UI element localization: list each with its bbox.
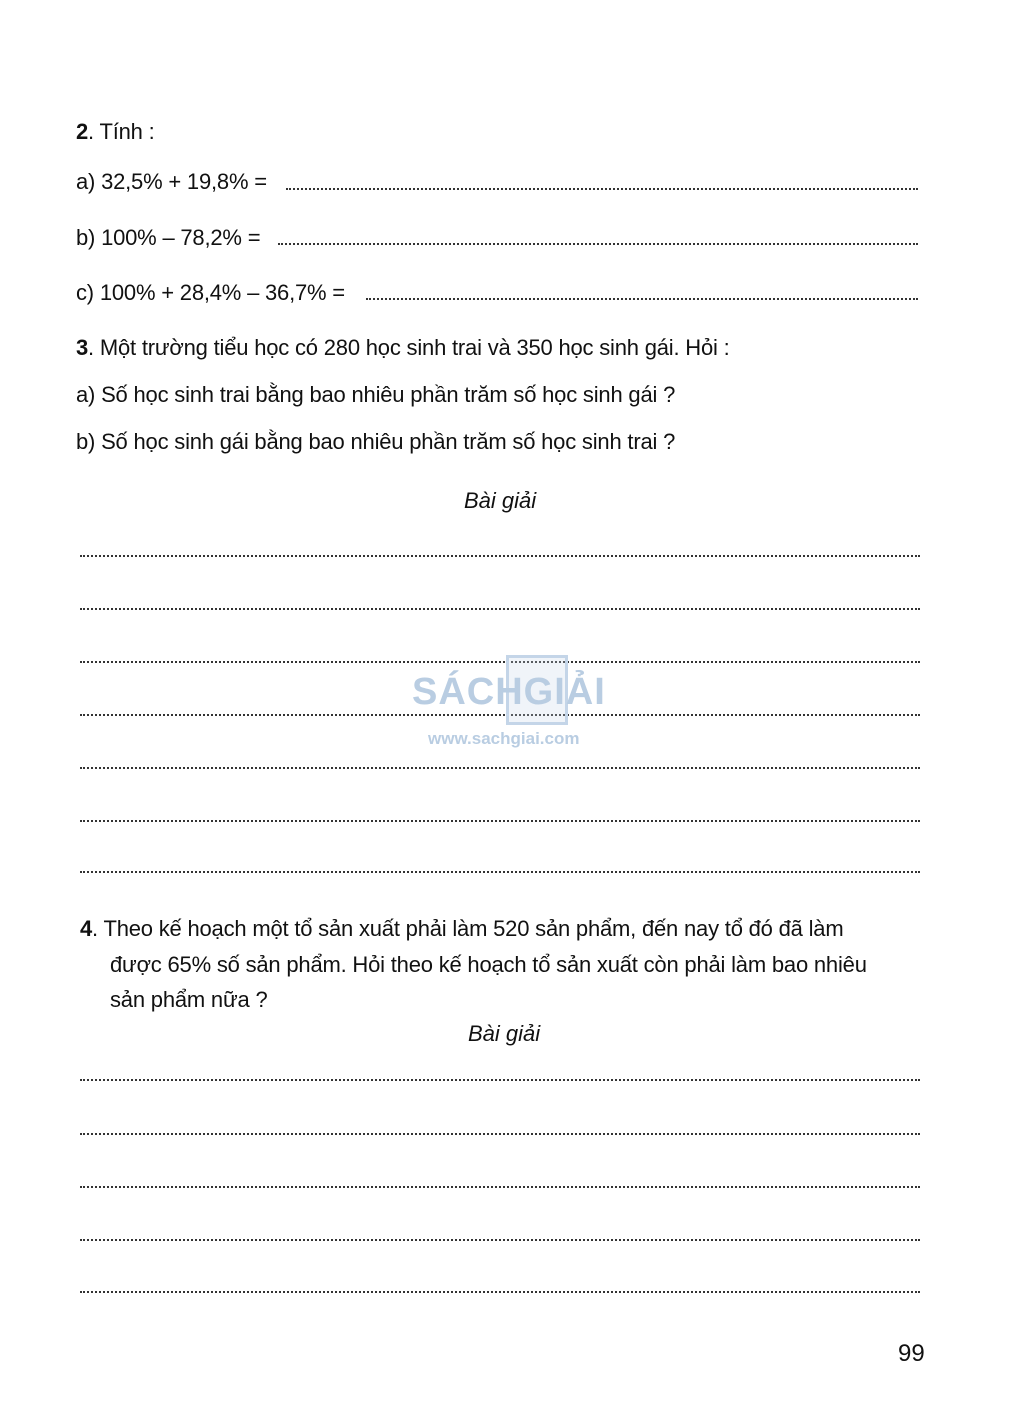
exercise-2b-expression: b) 100% – 78,2% = xyxy=(76,225,261,250)
exercise-2a-expression: a) 32,5% + 19,8% = xyxy=(76,169,267,194)
exercise-3a-question: a) Số học sinh trai bằng bao nhiêu phần trăm số học sinh gái ? xyxy=(76,382,676,407)
exercise-4-answer-line-4[interactable] xyxy=(80,1239,920,1241)
exercise-3-answer-line-5[interactable] xyxy=(80,767,920,769)
page-number: 99 xyxy=(898,1340,925,1367)
exercise-3-solution-heading: Bài giải xyxy=(464,488,537,513)
exercise-4-answer-line-5[interactable] xyxy=(80,1291,920,1293)
sachgiai-watermark xyxy=(400,655,630,755)
exercise-4-line-1 xyxy=(80,915,843,943)
exercise-4-answer-line-1[interactable] xyxy=(80,1079,920,1081)
exercise-3-intro xyxy=(76,334,730,362)
exercise-4-text-line-3: sản phẩm nữa ? xyxy=(110,987,268,1012)
exercise-3-intro-text: . Một trường tiểu học có 280 học sinh trai và 350 học sinh gái. Hỏi : xyxy=(88,335,730,360)
exercise-2-number: 2 xyxy=(76,119,89,144)
exercise-2-title xyxy=(76,118,155,146)
exercise-2c-expression: c) 100% + 28,4% – 36,7% = xyxy=(76,280,345,305)
exercise-3-answer-line-1[interactable] xyxy=(80,555,920,557)
exercise-2b-answer-line[interactable] xyxy=(278,243,918,245)
watermark-url: www.sachgiai.com xyxy=(428,729,580,748)
exercise-4-answer-line-2[interactable] xyxy=(80,1133,920,1135)
exercise-2a-answer-line[interactable] xyxy=(286,188,918,190)
exercise-2-title-text: . Tính : xyxy=(88,119,155,144)
exercise-3-answer-line-7[interactable] xyxy=(80,871,920,873)
exercise-4-text-line-2: được 65% số sản phẩm. Hỏi theo kế hoạch tổ sản xuất còn phải làm bao nhiêu xyxy=(110,952,867,977)
exercise-2c-answer-line[interactable] xyxy=(366,298,918,300)
exercise-3-number: 3 xyxy=(76,335,89,360)
exercise-3b-question: b) Số học sinh gái bằng bao nhiêu phần trăm số học sinh trai ? xyxy=(76,429,676,454)
watermark-brand: SÁCHGIẢI xyxy=(412,671,606,713)
exercise-3-answer-line-2[interactable] xyxy=(80,608,920,610)
exercise-3-answer-line-6[interactable] xyxy=(80,820,920,822)
exercise-4-solution-heading: Bài giải xyxy=(468,1021,541,1046)
exercise-4-answer-line-3[interactable] xyxy=(80,1186,920,1188)
exercise-4-number: 4 xyxy=(80,916,93,941)
exercise-4-text-line-1: . Theo kế hoạch một tổ sản xuất phải làm 520 sản phẩm, đến nay tổ đó đã làm xyxy=(92,916,844,941)
